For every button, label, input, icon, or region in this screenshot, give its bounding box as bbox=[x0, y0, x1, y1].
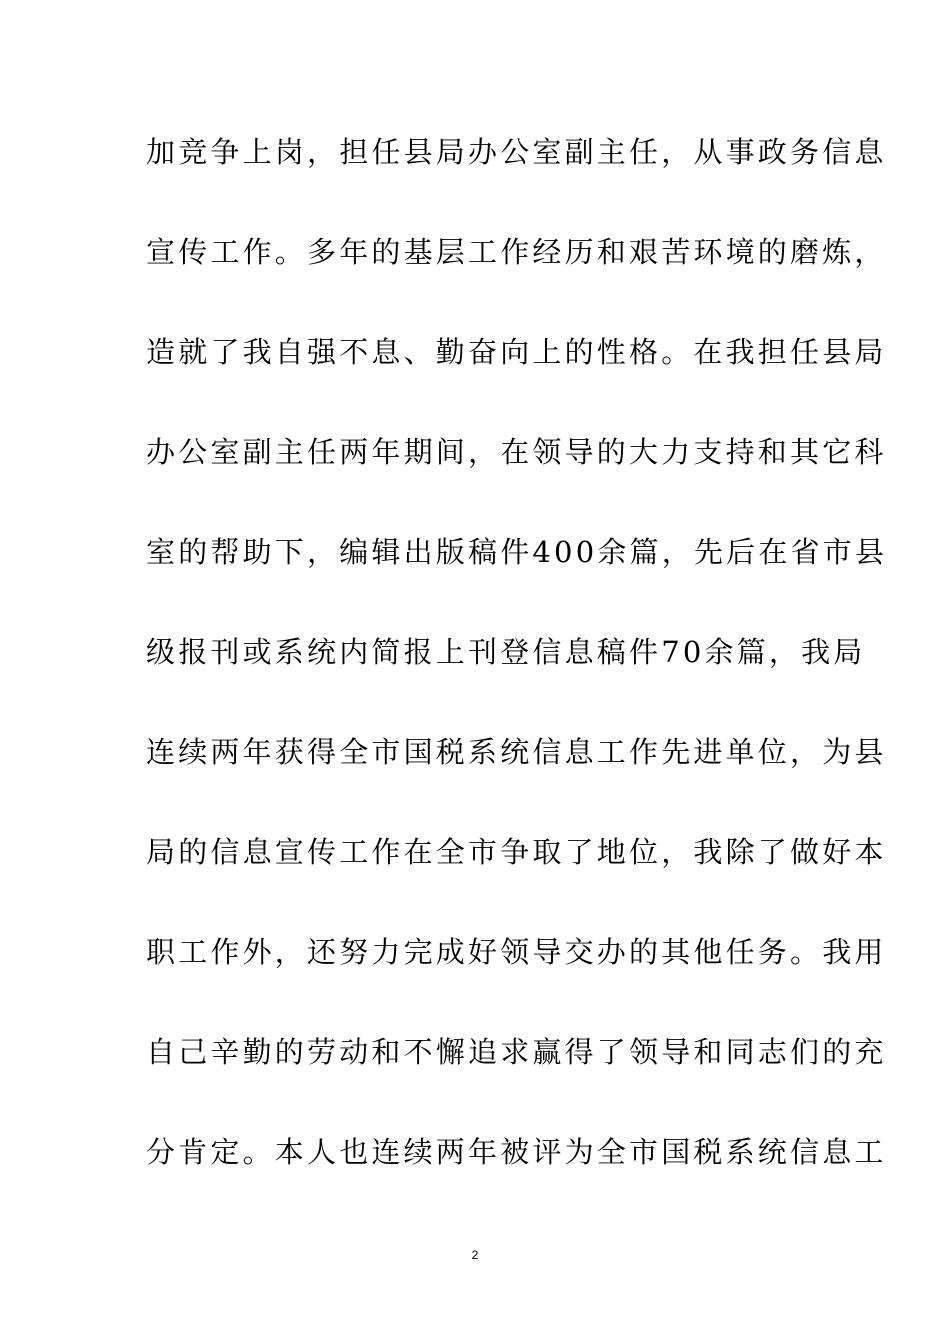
text-line: 级报刊或系统内简报上刊登信息稿件70余篇，我局 bbox=[146, 635, 866, 669]
text-line: 自己辛勤的劳动和不懈追求赢得了领导和同志们的充 bbox=[146, 1035, 887, 1069]
page-number: 2 bbox=[471, 1248, 479, 1262]
text-line: 局的信息宣传工作在全市争取了地位，我除了做好本 bbox=[146, 835, 887, 869]
text-line: 造就了我自强不息、勤奋向上的性格。在我担任县局 bbox=[146, 335, 887, 369]
text-line: 宣传工作。多年的基层工作经历和艰苦环境的磨炼， bbox=[146, 235, 887, 269]
text-line: 分肯定。本人也连续两年被评为全市国税系统信息工 bbox=[146, 1135, 887, 1169]
text-line: 加竞争上岗，担任县局办公室副主任，从事政务信息 bbox=[146, 135, 887, 169]
text-line: 办公室副主任两年期间，在领导的大力支持和其它科 bbox=[146, 435, 887, 469]
text-line: 室的帮助下，编辑出版稿件400余篇，先后在省市县 bbox=[146, 535, 888, 569]
body-text bbox=[146, 127, 888, 1227]
text-line: 职工作外，还努力完成好领导交办的其他任务。我用 bbox=[146, 935, 887, 969]
text-line: 连续两年获得全市国税系统信息工作先进单位，为县 bbox=[146, 735, 887, 769]
